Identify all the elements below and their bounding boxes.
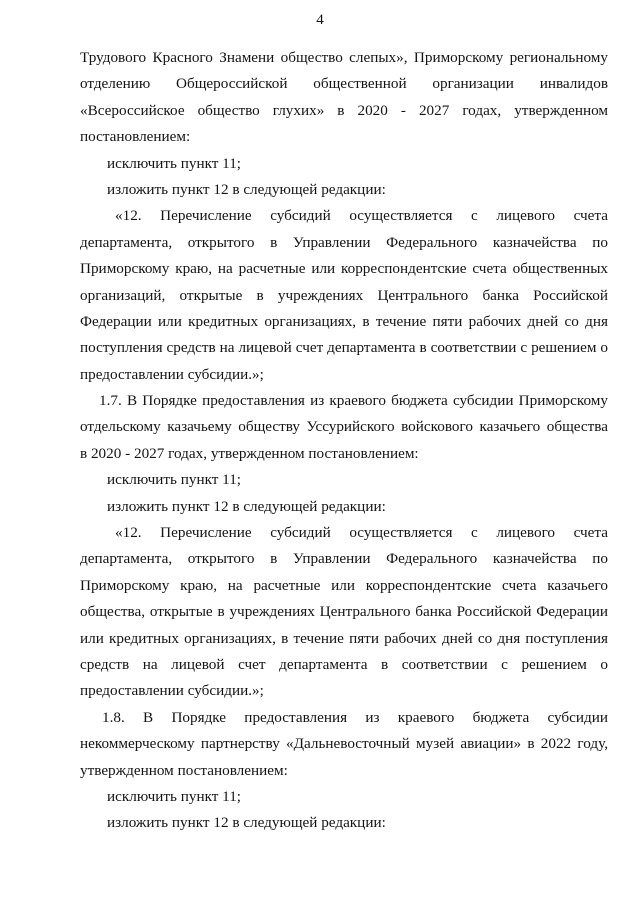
text-line: Трудового Красного Знамени общество слепых», Приморскому региональному bbox=[80, 49, 608, 66]
text-line: Федерации или кредитных организациях, в течение пяти рабочих дней со дня bbox=[80, 312, 608, 330]
text-line: утвержденном постановлением: bbox=[80, 761, 288, 779]
text-line: изложить пункт 12 в следующей редакции: bbox=[107, 814, 386, 832]
text-line: изложить пункт 12 в следующей редакции: bbox=[107, 180, 386, 198]
text-line: некоммерческому партнерству «Дальневосточный музей авиации» в 2022 году, bbox=[80, 735, 608, 753]
text-line: предоставлении субсидии.»; bbox=[80, 365, 264, 383]
text-line: «Всероссийское общество глухих» в 2020 - 2027 годах, утвержденном bbox=[80, 101, 608, 119]
text-line: предоставлении субсидии.»; bbox=[80, 682, 264, 700]
text-line: Приморскому краю, на расчетные или корреспондентские счета общественных bbox=[80, 260, 608, 278]
text-line: Приморскому краю, на расчетные или корреспондентские счета казачьего bbox=[80, 576, 608, 594]
text-line: средств на лицевой счет департамента в соответствии с решением о bbox=[80, 655, 608, 673]
text-line: общества, открытые в учреждениях Центрального банка Российской Федерации bbox=[80, 603, 608, 621]
text-line: «12. Перечисление субсидий осуществляется с лицевого счета bbox=[115, 207, 608, 225]
text-line: «12. Перечисление субсидий осуществляется с лицевого счета bbox=[115, 524, 608, 542]
text-line: отделению Общероссийской общественной организации инвалидов bbox=[80, 75, 608, 93]
document-body bbox=[80, 45, 608, 837]
text-line: изложить пункт 12 в следующей редакции: bbox=[107, 497, 386, 515]
text-line: в 2020 - 2027 годах, утвержденном постановлением: bbox=[80, 444, 419, 462]
text-line: 1.7. В Порядке предоставления из краевого бюджета субсидии Приморскому bbox=[99, 392, 608, 410]
text-line: организаций, открытые в учреждениях Центрального банка Российской bbox=[80, 286, 608, 304]
text-line: исключить пункт 11; bbox=[107, 154, 242, 172]
text-line: исключить пункт 11; bbox=[107, 471, 242, 489]
text-line: или кредитных организациях, в течение пяти рабочих дней со дня поступления bbox=[80, 629, 608, 647]
text-line: исключить пункт 11; bbox=[107, 787, 242, 805]
text-line: поступления средств на лицевой счет департамента в соответствии с решением о bbox=[80, 339, 608, 357]
page-number: 4 bbox=[316, 12, 324, 28]
text-line: отдельскому казачьему обществу Уссурийского войскового казачьего общества bbox=[80, 418, 608, 436]
text-line: департамента, открытого в Управлении Федерального казначейства по bbox=[80, 233, 608, 251]
text-line: постановлением: bbox=[80, 128, 191, 146]
text-line: департамента, открытого в Управлении Федерального казначейства по bbox=[80, 550, 608, 568]
text-line: 1.8. В Порядке предоставления из краевого бюджета субсидии bbox=[102, 708, 608, 726]
